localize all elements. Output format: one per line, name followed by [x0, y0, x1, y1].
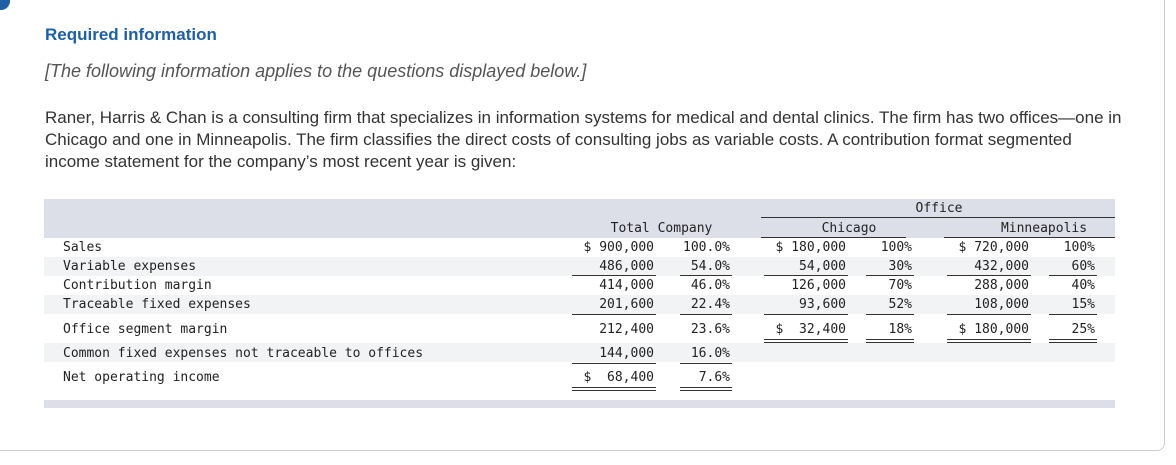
table-cell: 212,400: [599, 322, 654, 337]
table-cell: 60%: [1071, 259, 1095, 274]
table-cell: $ 32,400: [775, 322, 846, 337]
required-information-heading: Required information: [45, 25, 217, 44]
table-cell: 100%: [1063, 240, 1095, 255]
table-cell: 288,000: [974, 278, 1029, 293]
table-cell: 52%: [888, 297, 912, 312]
row-label-traceable-fixed-expenses: Traceable fixed expenses: [63, 297, 251, 312]
table-cell: $ 900,000: [583, 240, 654, 255]
total-company-header: Total Company: [610, 221, 713, 236]
table-cell: 54,000: [799, 259, 846, 274]
row-label-net-operating-income: Net operating income: [63, 370, 220, 385]
row-label-contribution-margin: Contribution margin: [63, 278, 212, 293]
table-cell: 93,600: [799, 297, 846, 312]
table-cell: 100.0%: [683, 240, 730, 255]
table-cell: 54.0%: [690, 259, 730, 274]
row-label-sales: Sales: [63, 240, 103, 255]
row-label-variable-expenses: Variable expenses: [63, 259, 197, 274]
table-cell: 16.0%: [690, 346, 730, 361]
table-cell: 414,000: [599, 278, 654, 293]
table-cell: $ 180,000: [775, 240, 846, 255]
row-label-common-fixed-expenses: Common fixed expenses not traceable to offices: [63, 346, 424, 361]
table-cell: 108,000: [974, 297, 1029, 312]
table-cell: 18%: [888, 322, 912, 337]
table-cell: 432,000: [974, 259, 1029, 274]
instruction-note: [The following information applies to the questions displayed below.]: [45, 61, 587, 81]
table-cell: 144,000: [599, 346, 654, 361]
table-cell: 15%: [1071, 297, 1095, 312]
minneapolis-header: Minneapolis: [1000, 221, 1088, 236]
row-label-office-segment-margin: Office segment margin: [63, 322, 228, 337]
chicago-header: Chicago: [821, 221, 877, 236]
table-cell: 25%: [1071, 322, 1095, 337]
table-cell: 70%: [888, 278, 912, 293]
table-cell: 486,000: [599, 259, 654, 274]
question-marker-icon: [0, 0, 10, 10]
table-cell: $ 720,000: [958, 240, 1029, 255]
table-cell: 7.6%: [698, 370, 730, 385]
problem-description: Raner, Harris & Chan is a consulting firm that specializes in information systems for medical and dental clinics. The firm has two offices—one in Chicago and one in Minneapolis. The firm classifies the direct costs of consulting jobs as variable costs. A contribution format segmented income statement for the company’s most recent year is given:: [45, 108, 1122, 171]
table-footer-band: [44, 400, 1115, 408]
table-cell: 46.0%: [690, 278, 730, 293]
segmented-income-statement: [44, 199, 1115, 409]
table-cell: 23.6%: [690, 322, 730, 337]
table-cell: 40%: [1071, 278, 1095, 293]
table-cell: $ 180,000: [958, 322, 1029, 337]
table-cell: 22.4%: [690, 297, 730, 312]
table-cell: $ 68,400: [583, 370, 654, 385]
table-cell: 126,000: [791, 278, 846, 293]
table-cell: 100%: [880, 240, 912, 255]
table-cell: 201,600: [599, 297, 654, 312]
office-header: Office: [915, 201, 963, 216]
table-cell: 30%: [888, 259, 912, 274]
